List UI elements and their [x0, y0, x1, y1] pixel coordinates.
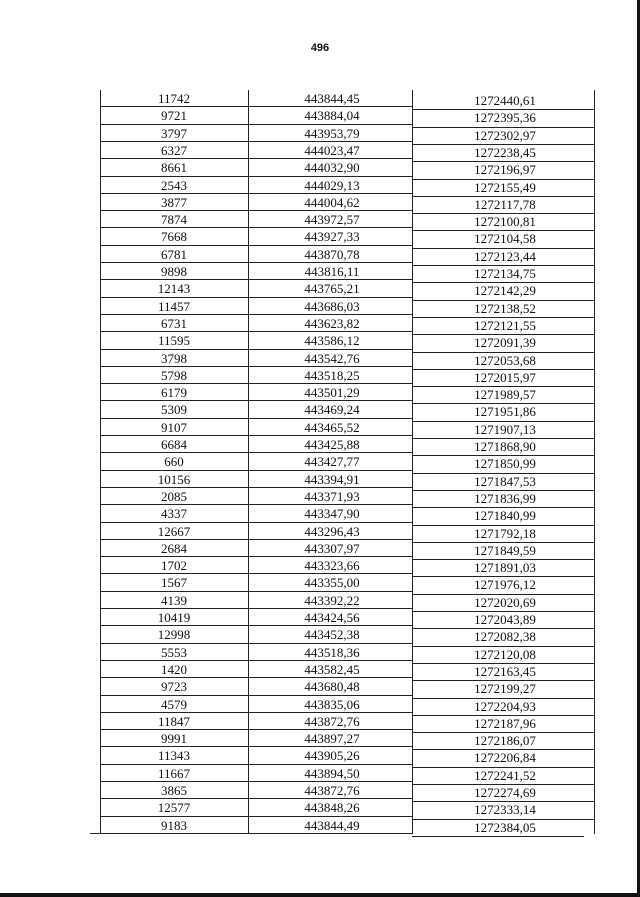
table-row-rule [100, 522, 412, 523]
table-row-rule [100, 608, 412, 609]
table-row-rule [412, 438, 594, 439]
y-coordinate-cell: 1272123,44 [474, 248, 536, 264]
x-coordinate-cell: 443518,36 [304, 644, 360, 660]
x-coordinate-cell: 443835,06 [304, 696, 360, 712]
table-row-rule [100, 452, 412, 453]
table-row-rule [412, 819, 594, 820]
x-coordinate-cell: 443844,45 [304, 91, 360, 106]
table-row-rule [412, 646, 594, 647]
table-row-rule [100, 366, 412, 367]
table-row-rule [412, 749, 594, 750]
table-row-rule [100, 816, 412, 817]
y-coordinate-cell: 1272186,07 [474, 733, 536, 749]
y-coordinate-cell: 1272142,29 [474, 283, 536, 299]
y-coordinate-cell: 1272187,96 [474, 715, 536, 731]
x-coordinate-cell: 443469,24 [304, 402, 360, 418]
x-coordinate-cell: 443501,29 [304, 385, 360, 401]
table-row-rule [100, 660, 412, 661]
y-coordinate-cell: 1272238,45 [474, 144, 536, 160]
table-row-rule [412, 109, 594, 110]
point-id-cell: 10419 [157, 610, 191, 625]
point-id-cell: 9107 [161, 419, 187, 435]
point-id-cell: 9898 [161, 264, 187, 279]
y-coordinate-cell: 1271792,18 [474, 525, 536, 541]
x-coordinate-cell: 443905,26 [304, 748, 360, 764]
table-row-rule [100, 106, 412, 107]
x-coordinate-cell: 443542,76 [304, 350, 360, 366]
y-coordinate-cell: 1271847,53 [474, 473, 536, 489]
table-row-rule [412, 300, 594, 301]
y-coordinate-cell: 1272204,93 [474, 698, 536, 714]
x-coordinate-cell: 443894,50 [304, 765, 360, 781]
table-row-rule [100, 591, 412, 592]
y-coordinate-cell: 1271891,03 [474, 560, 536, 576]
x-coordinate-cell: 444004,62 [304, 194, 360, 210]
table-row-rule [412, 455, 594, 456]
point-id-cell: 6327 [161, 142, 187, 158]
y-coordinate-cell: 1272100,81 [474, 214, 536, 230]
table-row-rule [100, 193, 412, 194]
table-row-rule [100, 297, 412, 298]
x-coordinate-cell: 443844,49 [304, 817, 360, 833]
point-id-cell: 12998 [157, 627, 191, 643]
point-id-cell: 11847 [157, 713, 191, 729]
x-coordinate-cell: 443870,78 [304, 246, 360, 262]
table-row-rule [100, 314, 412, 315]
table-row [0, 90, 640, 108]
table-row-rule [412, 317, 594, 318]
table-row-rule [412, 334, 594, 335]
y-coordinate-cell: 1272155,49 [474, 179, 536, 195]
y-coordinate-cell: 1271951,86 [474, 404, 536, 420]
table-row-rule [412, 352, 594, 353]
y-coordinate-cell: 1272121,55 [474, 317, 536, 333]
point-id-cell: 1567 [161, 575, 187, 591]
x-coordinate-cell: 444029,13 [304, 177, 360, 193]
x-coordinate-cell: 443296,43 [304, 523, 360, 539]
table-column-rule [248, 90, 249, 834]
y-coordinate-cell: 1272440,61 [474, 93, 536, 108]
point-id-cell: 6179 [161, 385, 187, 401]
table-row-rule [412, 127, 594, 128]
x-coordinate-cell: 444023,47 [304, 142, 360, 158]
x-coordinate-cell: 443307,97 [304, 540, 360, 556]
table-row-rule [100, 262, 412, 263]
point-id-cell: 9991 [161, 731, 187, 747]
point-id-cell: 12667 [157, 523, 191, 539]
point-id-cell: 11595 [157, 333, 191, 349]
y-coordinate-cell: 1272134,75 [474, 266, 536, 281]
x-coordinate-cell: 443518,25 [304, 367, 360, 383]
table-row-rule [100, 349, 412, 350]
table-row-rule [100, 625, 412, 626]
y-coordinate-cell: 1272395,36 [474, 110, 536, 126]
point-id-cell: 12143 [157, 281, 191, 297]
table-row-rule [100, 487, 412, 488]
y-coordinate-cell: 1272082,38 [474, 629, 536, 645]
table-row-rule [100, 677, 412, 678]
table-row-rule [412, 386, 594, 387]
table-row-rule [412, 559, 594, 560]
y-coordinate-cell: 1272015,97 [474, 369, 536, 385]
x-coordinate-cell: 443347,90 [304, 506, 360, 522]
x-coordinate-cell: 443765,21 [304, 281, 360, 297]
table-row-rule [412, 680, 594, 681]
table-row-rule [100, 176, 412, 177]
x-coordinate-cell: 443465,52 [304, 419, 360, 435]
point-id-cell: 1420 [161, 661, 187, 677]
table-row-rule [100, 400, 412, 401]
y-coordinate-cell: 1272120,08 [474, 646, 536, 662]
table-row-rule [100, 504, 412, 505]
point-id-cell: 9723 [161, 679, 187, 695]
x-coordinate-cell: 443972,57 [304, 212, 360, 228]
point-id-cell: 10156 [157, 471, 191, 487]
table-row-rule [100, 227, 412, 228]
point-id-cell: 3797 [161, 125, 187, 141]
y-coordinate-cell: 1272043,89 [474, 612, 536, 627]
y-coordinate-cell: 1272384,05 [474, 819, 536, 835]
x-coordinate-cell: 444032,90 [304, 160, 360, 176]
x-coordinate-cell: 443586,12 [304, 333, 360, 349]
x-coordinate-cell: 443686,03 [304, 298, 360, 314]
y-coordinate-cell: 1271850,99 [474, 456, 536, 472]
table-row-rule [100, 418, 412, 419]
table-row-rule [412, 594, 594, 595]
table-row-rule [412, 628, 594, 629]
table-row-rule [412, 179, 594, 180]
x-coordinate-cell: 443816,11 [304, 264, 360, 279]
y-coordinate-cell: 1272053,68 [474, 352, 536, 368]
y-coordinate-cell: 1272196,97 [474, 162, 536, 178]
table-row-rule [412, 525, 594, 526]
point-id-cell: 5553 [161, 644, 187, 660]
table-row-rule [412, 507, 594, 508]
table-row-rule [412, 663, 594, 664]
x-coordinate-cell: 443355,00 [304, 575, 360, 591]
x-coordinate-cell: 443872,76 [304, 783, 360, 798]
x-coordinate-cell: 443323,66 [304, 558, 360, 574]
point-id-cell: 11343 [157, 748, 191, 764]
x-coordinate-cell: 443425,88 [304, 437, 360, 452]
y-coordinate-cell: 1272199,27 [474, 681, 536, 697]
table-row-rule [412, 213, 594, 214]
table-row-rule [412, 784, 594, 785]
table-row-rule [100, 158, 412, 159]
table-row-rule [100, 383, 412, 384]
point-id-cell: 4337 [161, 506, 187, 522]
table-row-rule [100, 141, 412, 142]
table-row-rule [412, 282, 594, 283]
page-number: 496 [310, 42, 330, 54]
point-id-cell: 11667 [157, 765, 191, 781]
table-row-rule [100, 695, 412, 696]
table-row-rule [412, 248, 594, 249]
table-row-rule [100, 556, 412, 557]
table-row-rule [100, 539, 412, 540]
x-coordinate-cell: 443848,26 [304, 800, 360, 816]
point-id-cell: 6684 [161, 437, 187, 452]
x-coordinate-cell: 443927,33 [304, 229, 360, 245]
table-row-rule [412, 161, 594, 162]
table-row-rule [100, 781, 412, 782]
table-row-rule [90, 833, 412, 834]
point-id-cell: 2543 [161, 177, 187, 193]
y-coordinate-cell: 1271840,99 [474, 508, 536, 524]
x-coordinate-cell: 443872,76 [304, 713, 360, 729]
table-row-rule [100, 210, 412, 211]
table-row-rule [412, 732, 594, 733]
table-row-rule [412, 542, 594, 543]
x-coordinate-cell: 443392,22 [304, 592, 360, 608]
y-coordinate-cell: 1271868,90 [474, 439, 536, 454]
table-row-rule [100, 435, 412, 436]
table-row-rule [100, 124, 412, 125]
y-coordinate-cell: 1272241,52 [474, 767, 536, 783]
point-id-cell: 7874 [161, 212, 187, 228]
table-row-rule [100, 746, 412, 747]
table-row-rule [412, 490, 594, 491]
point-id-cell: 9721 [161, 108, 187, 124]
y-coordinate-cell: 1272020,69 [474, 594, 536, 610]
table-row-rule [412, 369, 594, 370]
x-coordinate-cell: 443680,48 [304, 679, 360, 695]
x-coordinate-cell: 443424,56 [304, 610, 360, 625]
table-row-rule [412, 715, 594, 716]
table-row-rule [100, 764, 412, 765]
y-coordinate-cell: 1272206,84 [474, 750, 536, 766]
table-row-rule [412, 767, 594, 768]
table-row-rule [100, 798, 412, 799]
y-coordinate-cell: 1272274,69 [474, 785, 536, 800]
x-coordinate-cell: 443394,91 [304, 471, 360, 487]
table-row-rule [412, 698, 594, 699]
point-id-cell: 3877 [161, 194, 187, 210]
table-row-rule [412, 473, 594, 474]
y-coordinate-cell: 1272138,52 [474, 300, 536, 316]
x-coordinate-cell: 443623,82 [304, 315, 360, 331]
table-row-rule [412, 265, 594, 266]
y-coordinate-cell: 1272117,78 [474, 196, 536, 212]
point-id-cell: 5309 [161, 402, 187, 418]
x-coordinate-cell: 443427,77 [304, 454, 360, 470]
y-coordinate-cell: 1272091,39 [474, 335, 536, 351]
x-coordinate-cell: 443953,79 [304, 125, 360, 141]
y-coordinate-cell: 1272333,14 [474, 802, 536, 818]
table-row-rule [100, 712, 412, 713]
table-row-rule [412, 421, 594, 422]
point-id-cell: 2085 [161, 488, 187, 504]
table-column-rule [594, 90, 595, 834]
y-coordinate-cell: 1272104,58 [474, 231, 536, 247]
y-coordinate-cell: 1272302,97 [474, 127, 536, 143]
y-coordinate-cell: 1271989,57 [474, 387, 536, 403]
y-coordinate-cell: 1271849,59 [474, 542, 536, 558]
table-row-rule [100, 470, 412, 471]
point-id-cell: 3798 [161, 350, 187, 366]
x-coordinate-cell: 443884,04 [304, 108, 360, 124]
y-coordinate-cell: 1271836,99 [474, 490, 536, 506]
point-id-cell: 2684 [161, 540, 187, 556]
table-row-rule [100, 279, 412, 280]
table-row-rule [100, 573, 412, 574]
point-id-cell: 11457 [157, 298, 191, 314]
table-column-rule [100, 90, 101, 834]
point-id-cell: 4579 [161, 696, 187, 712]
table-row-rule [100, 643, 412, 644]
point-id-cell: 9183 [161, 817, 187, 833]
point-id-cell: 4139 [161, 592, 187, 608]
x-coordinate-cell: 443371,93 [304, 488, 360, 504]
x-coordinate-cell: 443452,38 [304, 627, 360, 643]
point-id-cell: 5798 [161, 367, 187, 383]
table-row-rule [412, 230, 594, 231]
point-id-cell: 6731 [161, 315, 187, 331]
point-id-cell: 8661 [161, 160, 187, 176]
point-id-cell: 7668 [161, 229, 187, 245]
table-row-rule [412, 403, 594, 404]
table-row-rule [100, 331, 412, 332]
table-row-rule [412, 196, 594, 197]
table-row-rule [100, 245, 412, 246]
table-row-rule [100, 729, 412, 730]
table-row-rule [412, 144, 594, 145]
x-coordinate-cell: 443897,27 [304, 731, 360, 747]
table-row-rule [412, 611, 594, 612]
point-id-cell: 1702 [161, 558, 187, 574]
point-id-cell: 3865 [161, 783, 187, 798]
table-row-rule [412, 836, 584, 837]
point-id-cell: 11742 [157, 91, 191, 106]
point-id-cell: 6781 [161, 246, 187, 262]
y-coordinate-cell: 1271907,13 [474, 421, 536, 437]
table-column-rule [412, 90, 413, 834]
table-row-rule [412, 801, 594, 802]
point-id-cell: 12577 [157, 800, 191, 816]
table-row-rule [412, 576, 594, 577]
y-coordinate-cell: 1271976,12 [474, 577, 536, 593]
y-coordinate-cell: 1272163,45 [474, 663, 536, 679]
point-id-cell: 660 [164, 454, 184, 470]
x-coordinate-cell: 443582,45 [304, 661, 360, 677]
